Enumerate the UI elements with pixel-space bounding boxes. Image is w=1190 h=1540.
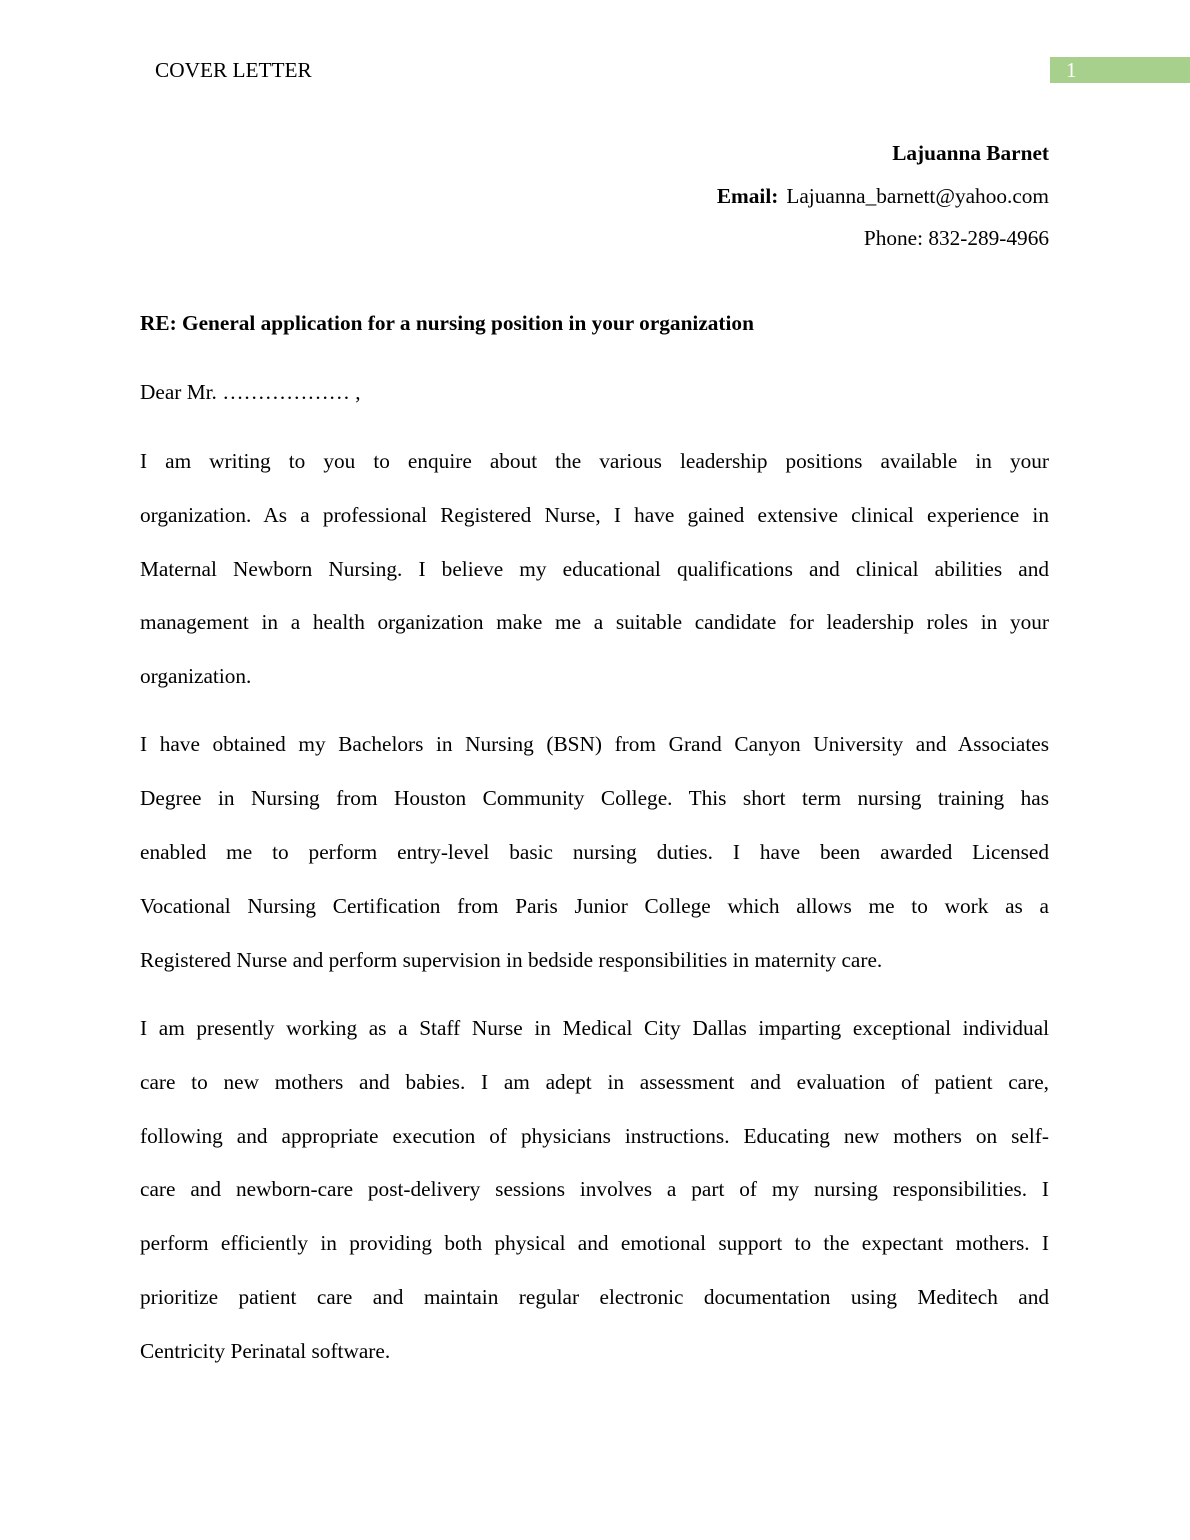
sender-name: Lajuanna Barnet (892, 141, 1049, 165)
salutation: Dear Mr. ……………… , (140, 380, 361, 404)
paragraph-line: I have obtained my Bachelors in Nursing (BSN) from Grand Canyon University and Associates (140, 732, 1049, 757)
body-paragraph (140, 1012, 1049, 1389)
paragraph-line: Maternal Newborn Nursing. I believe my educational qualifications and clinical abilities and (140, 556, 1049, 581)
paragraph-line: care and newborn-care post-delivery sessions involves a part of my nursing responsibilities. I (140, 1177, 1049, 1202)
letter-body (140, 445, 1049, 1403)
paragraph-line: Vocational Nursing Certification from Paris Junior College which allows me to work as a (140, 893, 1049, 918)
page-number-bar (1050, 57, 1190, 83)
subject-line: RE: General application for a nursing position in your organization (140, 311, 754, 335)
paragraph-line: care to new mothers and babies. I am adept in assessment and evaluation of patient care, (140, 1069, 1049, 1094)
paragraph-line: organization. As a professional Registered Nurse, I have gained extensive clinical experience in (140, 502, 1049, 527)
sender-phone: Phone: 832-289-4966 (863, 226, 1049, 250)
body-paragraph (140, 728, 1049, 997)
email-value: Lajuanna_barnett@yahoo.com (786, 184, 1049, 208)
paragraph-line: I am writing to you to enquire about the various leadership positions available in your (140, 449, 1049, 473)
paragraph-line: management in a health organization make me a suitable candidate for leadership roles in your (140, 610, 1049, 635)
paragraph-line: Centricity Perinatal software. (140, 1338, 391, 1363)
body-paragraph (140, 445, 1049, 714)
running-header-title: COVER LETTER (155, 58, 312, 82)
paragraph-line: prioritize patient care and maintain regular electronic documentation using Meditech and (140, 1284, 1049, 1309)
page-number: 1 (1066, 58, 1077, 82)
paragraph-line: Degree in Nursing from Houston Community College. This short term nursing training has (140, 786, 1049, 811)
paragraph-line: Registered Nurse and perform supervision in bedside responsibilities in maternity care. (140, 947, 883, 972)
paragraph-line: perform efficiently in providing both physical and emotional support to the expectant mothers. I (140, 1231, 1049, 1256)
paragraph-line: following and appropriate execution of physicians instructions. Educating new mothers on self- (140, 1123, 1049, 1148)
paragraph-line: organization. (140, 664, 252, 689)
paragraph-line: I am presently working as a Staff Nurse in Medical City Dallas imparting exceptional individual (140, 1015, 1049, 1040)
paragraph-line: enabled me to perform entry-level basic nursing duties. I have been awarded Licensed (140, 840, 1049, 865)
email-label: Email: (716, 184, 779, 208)
sender-email (717, 184, 1049, 209)
